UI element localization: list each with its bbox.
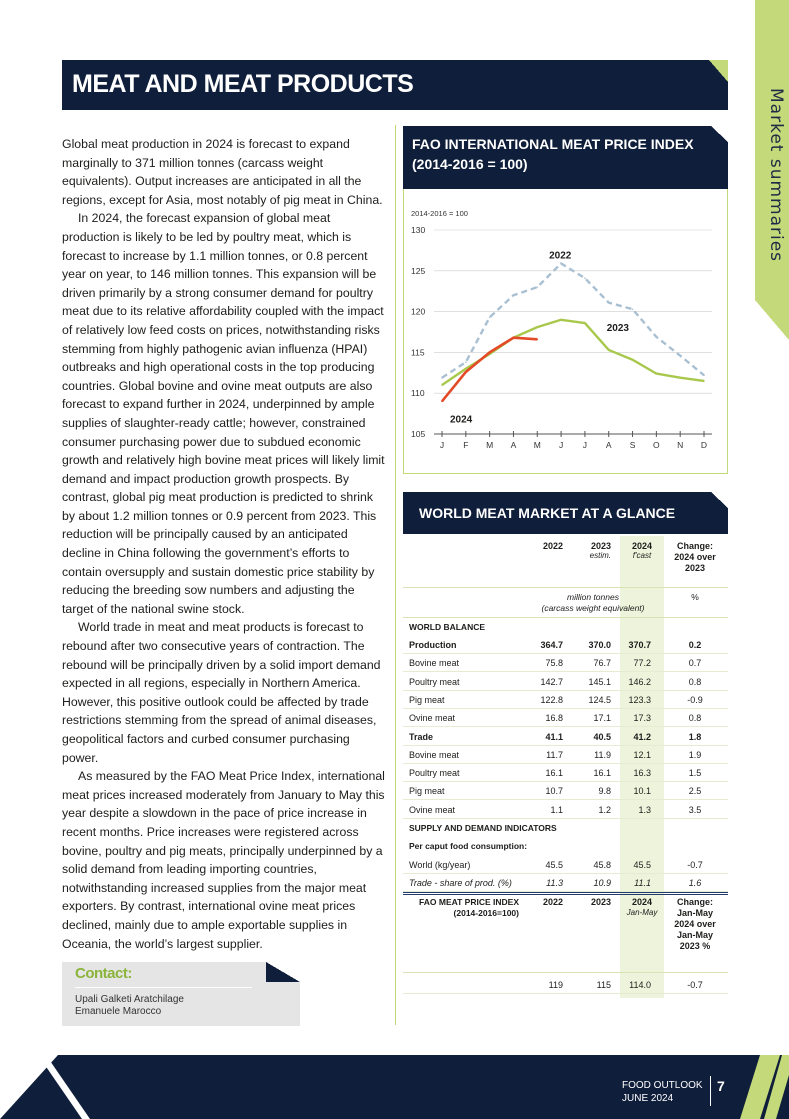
contact-name: Emanuele Marocco xyxy=(75,1006,162,1017)
contact-title: Contact: xyxy=(75,965,132,982)
section-per-caput: Per caput food consumption: xyxy=(409,841,528,852)
table-row xyxy=(403,691,728,709)
value-2023: 9.8 xyxy=(598,786,611,797)
column-divider xyxy=(395,125,396,1025)
series-2024-point xyxy=(465,371,467,373)
value-2024: 17.3 xyxy=(633,713,651,724)
series-2023-point xyxy=(656,373,658,375)
series-2022-point xyxy=(465,361,467,363)
section-world-balance: WORLD BALANCE xyxy=(409,622,486,632)
value-change: 0.2 xyxy=(688,640,702,650)
value-2023: 17.1 xyxy=(593,713,611,724)
contact-divider xyxy=(75,987,252,988)
table-rule xyxy=(403,587,728,588)
x-tick-label: N xyxy=(677,440,684,450)
price-header-2024-sub: Jan-May xyxy=(626,908,658,918)
paragraph: World trade in meat and meat products is forecast to rebound after two consecutive years of contraction. The rebound will be principally driven by a solid import demand expected in all regions, especially in Northern America. However, this positive outlook could be affected by trade restrictions stemming from the spread of animal diseases, geopolitical factors and curbed consumer purchasing power. xyxy=(62,620,381,765)
section-supply-demand: SUPPLY AND DEMAND INDICATORS xyxy=(409,823,557,833)
series-2023-point xyxy=(441,384,443,386)
table-row xyxy=(403,801,728,819)
series-2022-point xyxy=(679,355,681,357)
y-tick-label: 130 xyxy=(411,225,426,235)
units-percent: % xyxy=(691,592,699,602)
series-2022-point xyxy=(608,302,610,304)
x-tick-label: J xyxy=(558,440,564,450)
row-label: Pig meat xyxy=(409,786,445,797)
series-2023-point xyxy=(679,377,681,379)
series-2022-point xyxy=(656,336,658,338)
contact-notch xyxy=(266,962,300,982)
x-tick-label: D xyxy=(700,440,708,450)
value-change: 0.7 xyxy=(688,658,702,669)
page-title: MEAT AND MEAT PRODUCTS xyxy=(72,70,414,98)
series-label-2022: 2022 xyxy=(549,250,572,262)
row-label: Poultry meat xyxy=(409,676,460,687)
series-2022-point xyxy=(703,374,705,376)
value-2022: 142.7 xyxy=(540,676,563,687)
col-header-2023: 2023 xyxy=(590,541,611,551)
series-2022-point xyxy=(441,377,443,379)
series-2024-point xyxy=(441,401,443,403)
price-header-2024: 2024 xyxy=(631,897,653,908)
x-tick-label: J xyxy=(582,440,588,450)
table-rule xyxy=(403,617,728,618)
value-2024: 41.2 xyxy=(633,731,651,742)
table-row xyxy=(403,874,728,892)
col-header-2023-sub: estim. xyxy=(589,551,611,560)
chart-title: FAO INTERNATIONAL MEAT PRICE INDEX (2014-2016 = 100) xyxy=(403,126,728,189)
row-label: Ovine meat xyxy=(409,713,456,724)
meat-price-index-chart xyxy=(404,190,726,470)
value-2024: 77.2 xyxy=(633,658,651,669)
value-change: 1.9 xyxy=(688,749,702,760)
price-header-2023: 2023 xyxy=(590,897,611,908)
table-rule xyxy=(403,972,728,973)
value-2022: 16.8 xyxy=(545,713,563,724)
series-2024-point xyxy=(536,339,538,341)
y-tick-label: 125 xyxy=(411,265,426,276)
series-2022-point xyxy=(513,294,515,296)
table-title-notch xyxy=(711,492,728,508)
value-2022: 16.1 xyxy=(545,768,563,779)
col-header-2022: 2022 xyxy=(542,541,563,551)
table-row xyxy=(403,654,728,672)
value-change: 1.8 xyxy=(688,731,702,742)
x-tick-label: M xyxy=(533,440,541,450)
x-tick-label: A xyxy=(605,440,612,450)
series-label-2023: 2023 xyxy=(606,323,629,335)
x-tick-label: S xyxy=(629,440,636,450)
value-2022: 364.7 xyxy=(540,640,563,650)
series-2023-point xyxy=(632,359,634,361)
x-tick-label: F xyxy=(463,440,469,450)
value-2023: 76.7 xyxy=(593,658,611,669)
series-2024-point xyxy=(489,352,491,354)
series-2023-point xyxy=(465,368,467,370)
row-label: Poultry meat xyxy=(409,768,460,779)
value-change: 0.8 xyxy=(688,676,702,687)
footer-separator xyxy=(710,1076,711,1106)
series-2022-point xyxy=(536,286,538,288)
paragraph: Global meat production in 2024 is forecast to expand marginally to 371 million tonnes (carcass weight equivalents). Output increases are anticipated in all the regions, except for Asia, most notably of pig meat in China. xyxy=(62,137,383,207)
table-row xyxy=(403,746,728,764)
paragraph: As measured by the FAO Meat Price Index, international meat prices increased moderately from January to May this year despite a slowdown in the pace of price increase in recent months. Price increases were registered across bovine, poultry and pig meats, principally underpinned by a solid demand from leading importing countries, notwithstanding increased supplies from the major meat exporters. By contrast, international ovine meat prices declined, mainly due to ample exportable supplies in Oceania, the world’s largest supplier. xyxy=(62,769,385,951)
page-number: 7 xyxy=(717,1078,725,1094)
col-header-2024: 2024 xyxy=(631,541,653,551)
price-value-2024: 114.0 xyxy=(629,980,651,991)
value-2023: 10.9 xyxy=(593,877,611,888)
body-text xyxy=(62,135,386,953)
value-2024: 10.1 xyxy=(633,786,651,797)
row-label: Ovine meat xyxy=(409,804,456,815)
value-2023: 45.8 xyxy=(593,859,611,870)
value-change: -0.9 xyxy=(687,694,703,705)
value-2022: 41.1 xyxy=(545,731,563,742)
paragraph: In 2024, the forecast expansion of global meat production is likely to be led by poultry meat, which is forecast to increase by 1.1 million tonnes, or 0.8 percent year on year, to 146 million tonnes. This expansion will be driven primarily by a strong consumer demand for poultry meat due to its relative affordability coupled with the impact of relatively low feed costs on prices, notwithstanding risks stemming from highly pathogenic avian influenza (HPAI) outbreaks and high operational costs in the top producing countries. Global bovine and ovine meat outputs are also forecast to expand further in 2024, underpinned by ample supplies of slaughter-ready cattle; however, constrained consumer purchasing power due to subdued economic growth and relatively high bovine meat prices will likely limit demand and impact production growth prospects. By contrast, global pig meat production is predicted to shrink by about 1.2 million tonnes or 0.9 percent from 2023. This reduction will be principally caused by an anticipated decline in China following the government’s efforts to contain oversupply and sustain domestic price stability by reducing the breeding sow numbers and adjusting the target of the national swine stock. xyxy=(62,211,385,616)
value-2024: 146.2 xyxy=(628,676,651,687)
value-2024: 45.5 xyxy=(633,859,651,870)
table-row xyxy=(403,728,728,746)
row-label: Trade xyxy=(409,731,434,742)
value-2023: 16.1 xyxy=(593,768,611,779)
value-2022: 122.8 xyxy=(540,694,563,705)
col-header-change: Change: 2024 over 2023 xyxy=(674,541,716,573)
value-change: 3.5 xyxy=(688,804,702,815)
price-values-row xyxy=(403,976,728,994)
value-2022: 10.7 xyxy=(545,786,563,797)
value-2022: 11.7 xyxy=(546,749,563,760)
value-2023: 11.9 xyxy=(594,749,611,760)
row-label: Bovine meat xyxy=(409,749,460,760)
series-label-2024: 2024 xyxy=(450,414,473,426)
series-2022-point xyxy=(560,263,562,265)
y-axis-label: 2014-2016 = 100 xyxy=(411,209,468,218)
value-2024: 123.3 xyxy=(628,694,651,705)
table-row xyxy=(403,856,728,874)
value-2023: 370.0 xyxy=(588,640,611,650)
x-tick-label: J xyxy=(439,440,445,450)
value-change: 0.8 xyxy=(688,713,702,724)
table-row xyxy=(403,673,728,691)
price-header-change: Change: Jan-May 2024 over Jan-May 2023 % xyxy=(674,897,716,952)
value-change: 1.5 xyxy=(688,768,702,779)
series-2023-point xyxy=(536,326,538,328)
series-2022-point xyxy=(489,317,491,319)
table-row xyxy=(403,764,728,782)
series-2024-point xyxy=(513,337,515,339)
x-tick-label: M xyxy=(486,440,494,450)
value-2023: 124.5 xyxy=(588,694,611,705)
series-2023-point xyxy=(608,349,610,351)
series-2023-point xyxy=(584,322,586,324)
price-value-2023: 115 xyxy=(596,980,611,991)
value-change: 1.6 xyxy=(688,877,702,888)
row-label: Bovine meat xyxy=(409,658,460,669)
y-tick-label: 115 xyxy=(411,347,425,358)
footer-publication xyxy=(622,1079,703,1105)
x-tick-label: A xyxy=(510,440,517,450)
price-header-2022: 2022 xyxy=(542,897,563,908)
table-row xyxy=(403,782,728,800)
price-value-change: -0.7 xyxy=(687,980,703,991)
units-label: million tonnes xyxy=(567,592,619,602)
value-2023: 145.1 xyxy=(588,676,611,687)
series-2024-line xyxy=(442,338,537,402)
series-2023-point xyxy=(703,380,705,382)
value-2022: 11.3 xyxy=(546,877,563,888)
contact-name: Upali Galketi Aratchilage xyxy=(75,994,184,1005)
col-header-2024-sub: f'cast xyxy=(632,551,652,560)
value-2024: 1.3 xyxy=(638,804,651,815)
side-tab-point xyxy=(755,300,789,340)
y-tick-label: 110 xyxy=(411,388,425,399)
value-2022: 45.5 xyxy=(545,859,563,870)
series-2022-point xyxy=(584,277,586,279)
row-label: World (kg/year) xyxy=(409,859,471,870)
value-change: 2.5 xyxy=(688,786,702,797)
row-label: Production xyxy=(409,640,457,650)
value-change: -0.7 xyxy=(687,859,703,870)
y-tick-label: 120 xyxy=(411,306,426,317)
table-rule-double xyxy=(403,892,728,895)
value-2023: 1.2 xyxy=(598,804,611,815)
footer-line: FOOD OUTLOOK xyxy=(622,1080,703,1091)
x-tick-label: O xyxy=(653,440,660,450)
value-2023: 40.5 xyxy=(593,731,611,742)
chart-title-notch xyxy=(711,126,728,142)
units-sublabel: (carcass weight equivalent) xyxy=(541,603,645,613)
value-2024: 16.3 xyxy=(633,768,651,779)
value-2022: 75.8 xyxy=(545,658,563,669)
row-label: Trade - share of prod. (%) xyxy=(409,877,512,888)
title-notch xyxy=(709,60,728,82)
value-2022: 1.1 xyxy=(550,804,563,815)
value-2024: 12.1 xyxy=(633,749,651,760)
y-tick-label: 105 xyxy=(411,429,426,439)
series-2023-point xyxy=(560,319,562,321)
value-2024: 11.1 xyxy=(634,877,651,888)
table-row xyxy=(403,636,728,654)
price-index-label: FAO MEAT PRICE INDEX (2014-2016=100) xyxy=(419,897,519,919)
table-title: WORLD MEAT MARKET AT A GLANCE xyxy=(403,492,728,534)
row-label: Pig meat xyxy=(409,694,445,705)
series-2022-point xyxy=(632,308,634,310)
table-row xyxy=(403,709,728,727)
price-value-2022: 119 xyxy=(548,980,563,991)
footer-line: JUNE 2024 xyxy=(622,1093,674,1104)
value-2024: 370.7 xyxy=(628,640,651,650)
side-tab-label: Market summaries xyxy=(766,88,786,263)
